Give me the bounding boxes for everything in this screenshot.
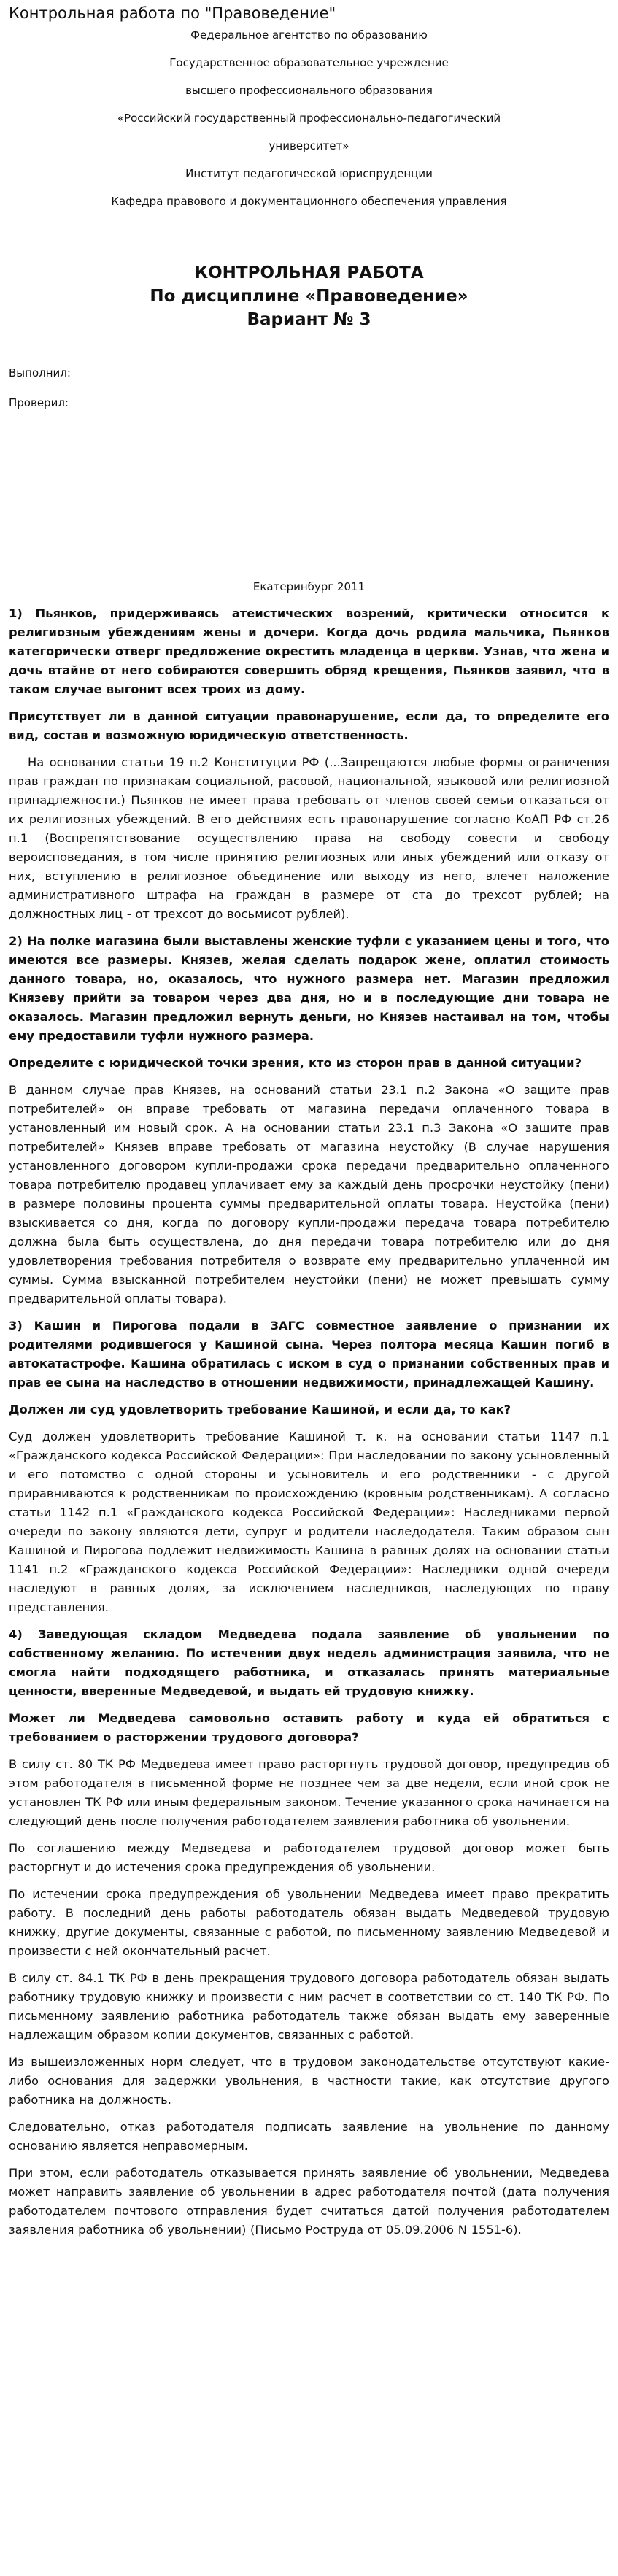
task-4-answer-paragraph: По соглашению между Медведева и работодателем трудовой договор может быть расторгнут и до истечения срока предупреждения об увольнении.: [9, 1841, 609, 1875]
header-line: высшего профессионального образования: [185, 84, 433, 98]
task-1-answer: На основании статьи 19 п.2 Конституции РФ (...Запрещаются любые формы ограничения прав граждан по признакам социальной, расовой, национальной, языковой или религиозной принадлежности.) Пьянков не имеет права требовать от членов своей семьи отказаться от их религиозных убеждений. В его действиях есть правонарушение согласно КоАП РФ ст.26 п.1 (Воспрепятствование осуществлению права на свободу совести и свободу вероисповедания, в том числе принятию религиозных или иных убеждений или отказу от них, вступлению в религиозное объединение или выходу из него, влечет наложение административного штрафа на граждан в размере от ста до трехсот рублей; на должностных лиц - от трехсот до восьмисот рублей).: [9, 755, 609, 922]
task-3-question: Должен ли суд удовлетворить требование Кашиной, и если да, то как?: [9, 1403, 511, 1417]
task-4-answer-paragraph: В силу ст. 80 ТК РФ Медведева имеет право расторгнуть трудовой договор, предупредив об этом работодателя в письменной форме не позднее чем за две недели, если иной срок не установлен ТК РФ или иным федеральным законом. Течение указанного срока начинается на следующий день после получения работодателем заявления работника об увольнении.: [9, 1757, 609, 1829]
task-3-statement: 3) Кашин и Пирогова подали в ЗАГС совместное заявление о признании их родителями родившегося у Кашиной сына. Через полтора месяца Кашин погиб в автокатастрофе. Кашина обратилась с иском в суд о признании собственных прав и прав ее сына на наследство в отношении недвижимости, принадлежащей Кашину.: [9, 1319, 609, 1390]
task-4-question: Может ли Медведева самовольно оставить работу и куда ей обратиться с требованием о расторжении трудового договора?: [9, 1711, 609, 1745]
header-line: «Российский государственный профессионально-педагогический: [117, 112, 501, 126]
task-2-question: Определите с юридической точки зрения, кто из сторон прав в данной ситуации?: [9, 1056, 582, 1071]
task-4-statement: 4) Заведующая складом Медведева подала заявление об увольнении по собственному желанию. По истечении двух недель администрация заявила, что не смогла найти подходящего работника, и отказалась принять материальные ценности, вверенные Медведевой, и выдать ей трудовую книжку.: [9, 1627, 609, 1699]
city-year: Екатеринбург 2011: [252, 580, 366, 594]
work-heading: [9, 261, 609, 331]
header-line: университет»: [269, 139, 349, 153]
task-4-answer-paragraph: Следовательно, отказ работодателя подписать заявление на увольнение по данному основанию является неправомерным.: [9, 2120, 609, 2153]
task-2-statement: 2) На полке магазина были выставлены женские туфли с указанием цены и того, что имеются все размеры. Князев, желая сделать подарок жене, оплатил стоимость данного товара, но, оказалось, что нужного размера нет. Магазин предложил Князеву прийти за товаром через два дня, но и в последующие дни товара не оказалось. Магазин предложил вернуть деньги, но Князев настаивал на том, чтобы ему предоставили туфли нужного размера.: [9, 934, 609, 1044]
task-2-answer: В данном случае прав Князев, на оснований статьи 23.1 п.2 Закона «О защите прав потребителей» он вправе требовать от магазина передачи оплаченного товара в установленный им новый срок. А на основании статьи 23.1 п.3 Закона «О защите прав потребителей» Князев вправе требовать от магазина неустойку (В случае нарушения установленного договором купли-продажи срока передачи предварительно оплаченного товара потребителю продавец уплачивает ему за каждый день просрочки неустойку (пени) в размере половины процента суммы предварительной оплаты товара. Неустойка (пени) взыскивается со дня, когда по договору купли-продажи передача товара потребителю должна была быть осуществлена, до дня передачи товара потребителю или до дня удовлетворения требования потребителя о возврате ему предварительно уплаченной им суммы. Сумма взысканной потребителем неустойки (пени) не может превышать сумму предварительной оплаты товара).: [9, 1083, 609, 1306]
document-page: [0, 4, 618, 2262]
task-4-answer-paragraph: В силу ст. 84.1 ТК РФ в день прекращения трудового договора работодатель обязан выдать работнику трудовую книжку и произвести с ним расчет в соответствии со ст. 140 ТК РФ. По письменному заявлению работника работодатель также обязан выдать ему заверенные надлежащим образом копии документов, связанных с работой.: [9, 1971, 609, 2043]
document-body: [9, 604, 609, 2240]
task-4-answer-paragraph: При этом, если работодатель отказывается принять заявление об увольнении, Медведева может направить заявление об увольнении в адрес работодателя почтой (дата получения работодателем почтового отправления будет считаться датой получения работодателем заявления работника об увольнении) (Письмо Роструда от 05.09.2006 N 1551-6).: [9, 2166, 609, 2237]
performed-by-label: Выполнил:: [9, 366, 71, 380]
task-1-statement: 1) Пьянков, придерживаясь атеистических возрений, критически относится к религиозным убеждениям жены и дочери. Когда дочь родила мальчика, Пьянков категорически отверг предложение окрестить младенца в церкви. Узнав, что жена и дочь втайне от него собираются совершить обряд крещения, Пьянков заявил, что в таком случае выгонит всех троих из дому.: [9, 606, 609, 697]
checked-by-label: Проверил:: [9, 396, 69, 410]
heading-line-1: КОНТРОЛЬНАЯ РАБОТА: [194, 263, 424, 283]
signature-block: [9, 366, 609, 410]
task-4-answer-paragraph: По истечении срока предупреждения об увольнении Медведева имеет право прекратить работу. В последний день работы работодатель обязан выдать Медведевой трудовую книжку, другие документы, связанные с работой, по письменному заявлению Медведевой и произвести с ней окончательный расчет.: [9, 1887, 609, 1959]
institution-header: [9, 28, 609, 209]
header-line: Кафедра правового и документационного обеспечения управления: [111, 195, 507, 209]
header-line: Федеральное агентство по образованию: [190, 28, 428, 42]
task-1-question: Присутствует ли в данной ситуации правонарушение, если да, то определите его вид, состав и возможную юридическую ответственность.: [9, 709, 609, 743]
task-4-answer-paragraph: Из вышеизложенных норм следует, что в трудовом законодательстве отсутствуют какие-либо основания для задержки увольнения, в частности такие, как отсутствие другого работника на должность.: [9, 2055, 609, 2108]
task-3-answer: Суд должен удовлетворить требование Кашиной т. к. на основании статьи 1147 п.1 «Гражданского кодекса Российской Федерации»: При наследовании по закону усыновленный и его потомство с одной стороны и усыновитель и его родственники - с другой приравниваются к родственникам по происхождению (кровным родственникам). А согласно статьи 1142 п.1 «Гражданского кодекса Российской Федерации»: Наследниками первой очереди по закону являются дети, супруг и родители наследодателя. Таким образом сын Кашиной и Пирогова подлежит недвижимость Кашина в равных долях на основании статьи 1141 п.2 «Гражданского кодекса Российской Федерации»: Наследники одной очереди наследуют в равных долях, за исключением наследников, наследующих по праву представления.: [9, 1430, 609, 1615]
header-line: Институт педагогической юриспруденции: [185, 167, 433, 181]
heading-line-2: По дисциплине «Правоведение»: [150, 287, 468, 306]
document-title: Контрольная работа по "Правоведение": [9, 4, 336, 22]
header-line: Государственное образовательное учреждение: [169, 56, 449, 70]
heading-line-3: Вариант № 3: [247, 310, 371, 330]
